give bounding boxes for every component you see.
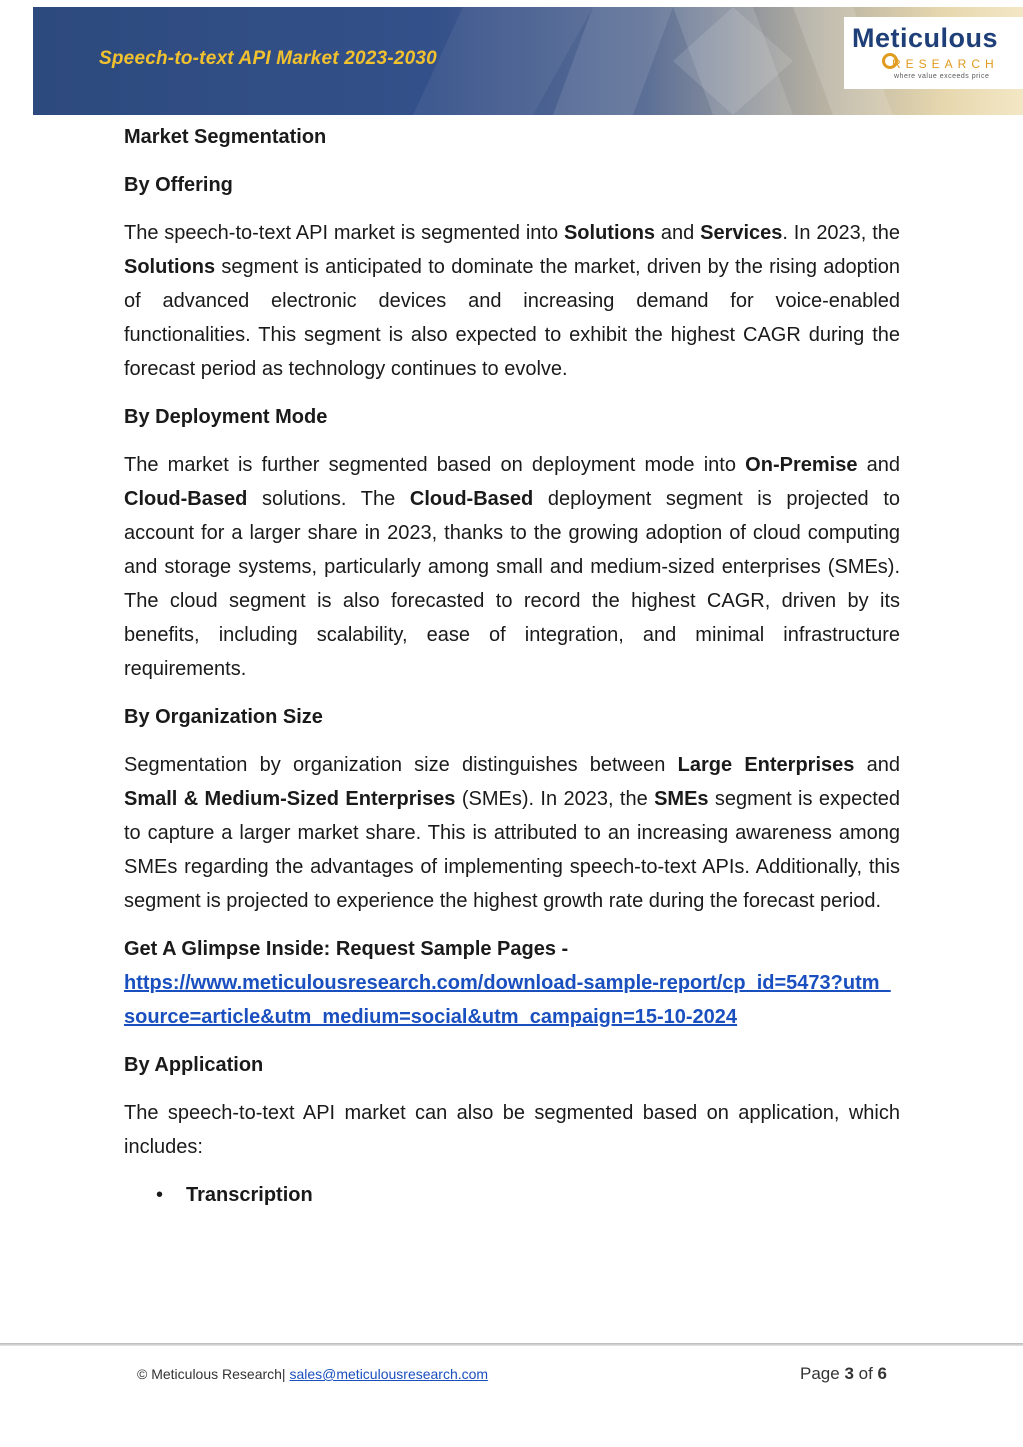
application-paragraph: The speech-to-text API market can also be segmented based on application, which includes:	[124, 1102, 900, 1158]
logo-subtitle: RESEARCH	[892, 57, 999, 71]
application-heading: By Application	[124, 1054, 264, 1076]
logo-tagline: where value exceeds price	[894, 73, 990, 80]
list-item	[156, 1178, 900, 1212]
footer-divider	[0, 1343, 1023, 1346]
application-transcription: Transcription	[186, 1184, 313, 1206]
deployment-heading: By Deployment Mode	[124, 406, 328, 428]
report-title: Speech-to-text API Market 2023-2030	[99, 48, 437, 69]
organization-heading: By Organization Size	[124, 706, 323, 728]
page-number: Page 3 of 6	[800, 1364, 887, 1383]
sample-pages-link[interactable]: https://www.meticulousresearch.com/download-sample-report/cp_id=5473?utm_source=article&utm_medium=social&utm_campaign=15-10-2024	[124, 972, 891, 1028]
deployment-paragraph: The market is further segmented based on deployment mode into On-Premise and Cloud-Based solutions. The Cloud-Based deployment segment is projected to account for a larger share in 2023, thanks to the growing adoption of cloud computing and storage systems, particularly among small and medium-sized enterprises (SMEs). The cloud segment is also forecasted to record the highest CAGR, driven by its benefits, including scalability, ease of integration, and minimal infrastructure requirements.	[124, 454, 901, 680]
logo-wordmark: Meticulous	[852, 23, 999, 53]
footer-email-link[interactable]: sales@meticulousresearch.com	[289, 1366, 489, 1382]
document-body	[124, 120, 900, 1212]
organization-paragraph: Segmentation by organization size distinguishes between Large Enterprises and Small & Medium-Sized Enterprises (SMEs). In 2023, the SMEs segment is expected to capture a larger market share. This is attributed to an increasing awareness among SMEs regarding the advantages of implementing speech-to-text APIs. Additionally, this segment is projected to experience the highest growth rate during the forecast period.	[124, 754, 900, 912]
footer-copyright: © Meticulous Research| sales@meticulousresearch.com	[137, 1366, 489, 1382]
sample-pages-label: Get A Glimpse Inside: Request Sample Pages -	[124, 938, 569, 960]
offering-paragraph: The speech-to-text API market is segmented into Solutions and Services. In 2023, the Solutions segment is anticipated to dominate the market, driven by the rising adoption of advanced electronic devices and increasing demand for voice-enabled functionalities. This segment is also expected to exhibit the highest CAGR during the forecast period as technology continues to evolve.	[124, 222, 901, 380]
market-segmentation-heading: Market Segmentation	[124, 126, 327, 148]
offering-heading: By Offering	[124, 174, 233, 196]
meticulous-research-logo	[844, 17, 1023, 89]
page-header-banner	[33, 7, 1023, 115]
bullet-icon: •	[156, 1184, 164, 1206]
